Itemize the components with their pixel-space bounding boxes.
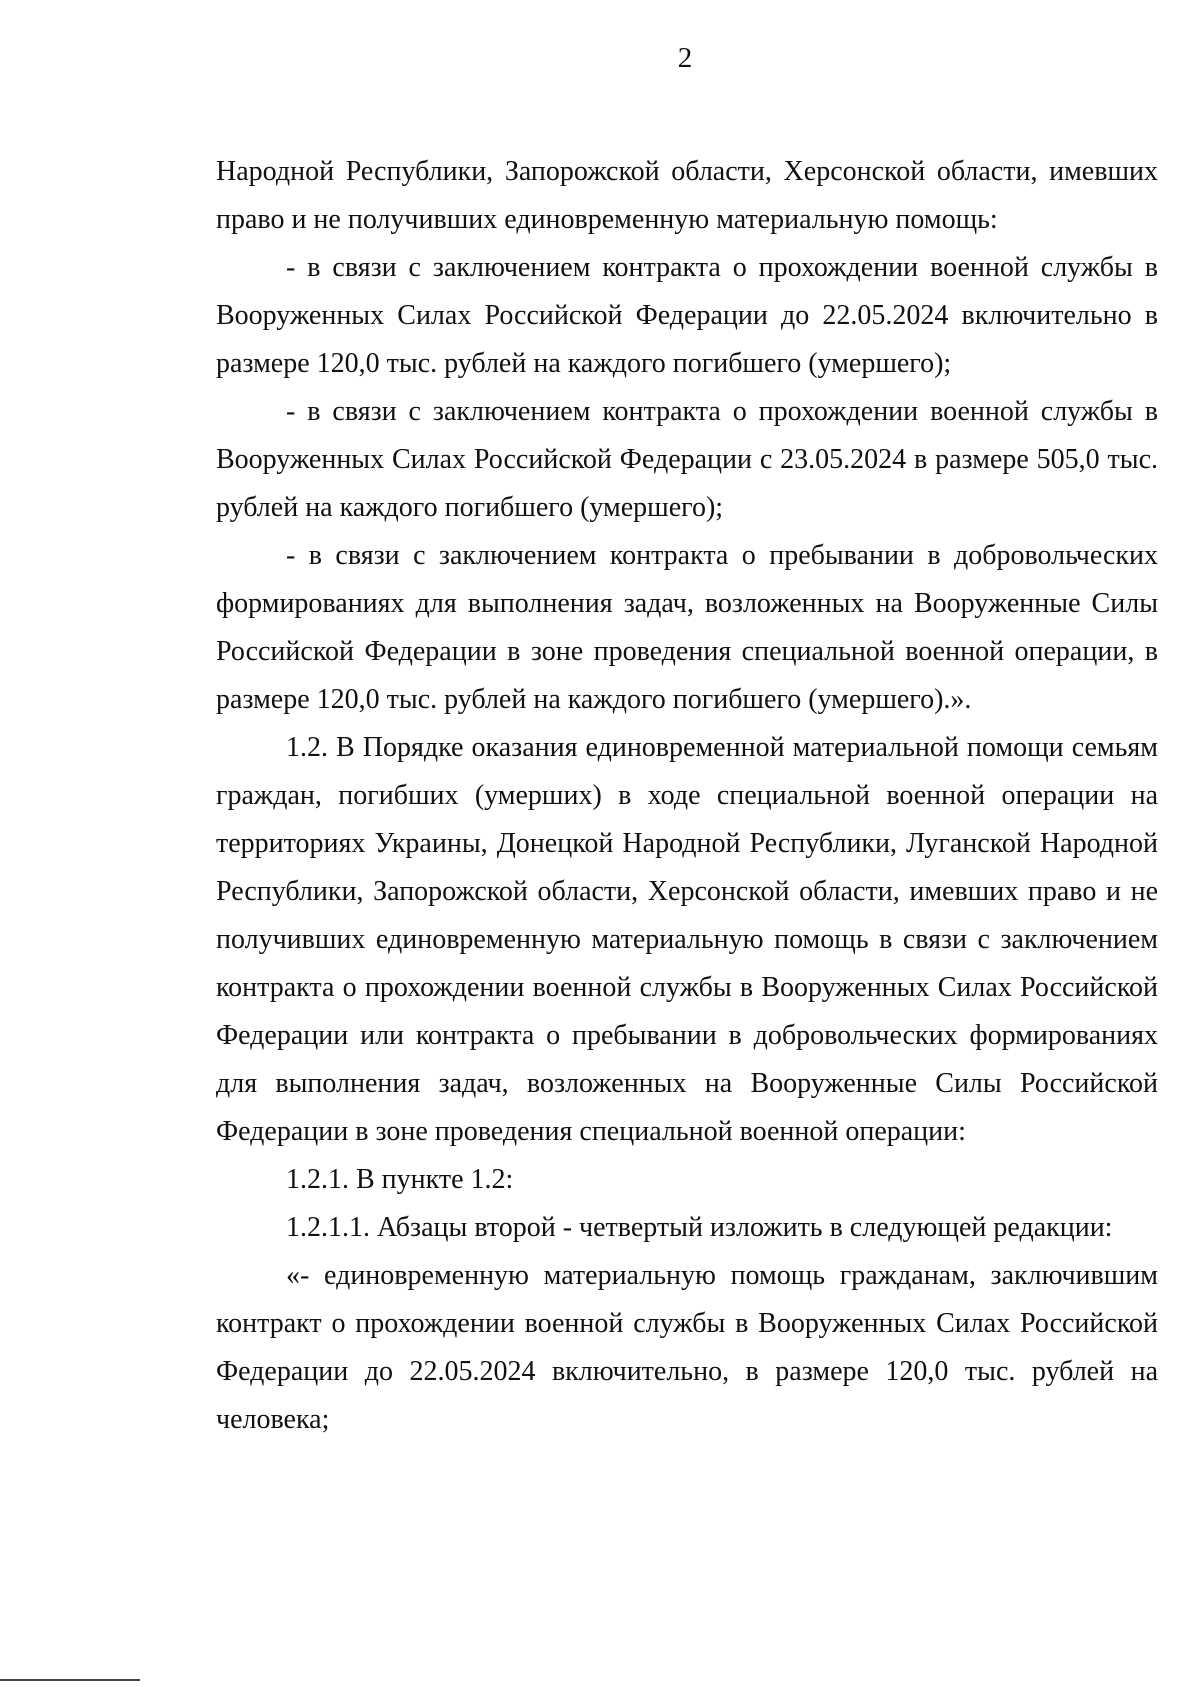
paragraph-section-1-2-1: 1.2.1. В пункте 1.2: [286, 1164, 514, 1195]
page-number: 2 [677, 42, 693, 74]
paragraph-item-volunteer: - в связи с заключением контракта о пребывании в добровольческих формированиях для выполнения задач, возложенных на Вооруженные Силы Российской Федерации в зоне проведения специальной военной операции, в размере 120,0 тыс. рублей на каждого погибшего (умершего).». [216, 540, 1158, 715]
document-body [216, 148, 1158, 1444]
paragraph-item-contract-after: - в связи с заключением контракта о прохождении военной службы в Вооруженных Силах Российской Федерации с 23.05.2024 в размере 505,0 тыс. рублей на каждого погибшего (умершего); [216, 396, 1158, 523]
paragraph-continuation: Народной Республики, Запорожской области, Херсонской области, имевших право и не получивших единовременную материальную помощь: [216, 156, 1158, 235]
paragraph-section-1-2: 1.2. В Порядке оказания единовременной материальной помощи семьям граждан, погибших (умерших) в ходе специальной военной операции на территориях Украины, Донецкой Народной Республики, Луганской Народной Республики, Запорожской области, Херсонской области, имевших право и не получивших единовременную материальную помощь в связи с заключением контракта о прохождении военной службы в Вооруженных Силах Российской Федерации или контракта о пребывании в добровольческих формированиях для выполнения задач, возложенных на Вооруженные Силы Российской Федерации в зоне проведения специальной военной операции: [216, 732, 1158, 1147]
paragraph-item-contract-before: - в связи с заключением контракта о прохождении военной службы в Вооруженных Силах Российской Федерации до 22.05.2024 включительно в размере 120,0 тыс. рублей на каждого погибшего (умершего); [216, 252, 1158, 379]
footer-rule [0, 1679, 140, 1681]
paragraph-quoted-amendment: «- единовременную материальную помощь гражданам, заключившим контракт о прохождении военной службы в Вооруженных Силах Российской Федерации до 22.05.2024 включительно, в размере 120,0 тыс. рублей на человека; [216, 1260, 1158, 1435]
paragraph-section-1-2-1-1: 1.2.1.1. Абзацы второй - четвертый изложить в следующей редакции: [286, 1212, 1113, 1243]
